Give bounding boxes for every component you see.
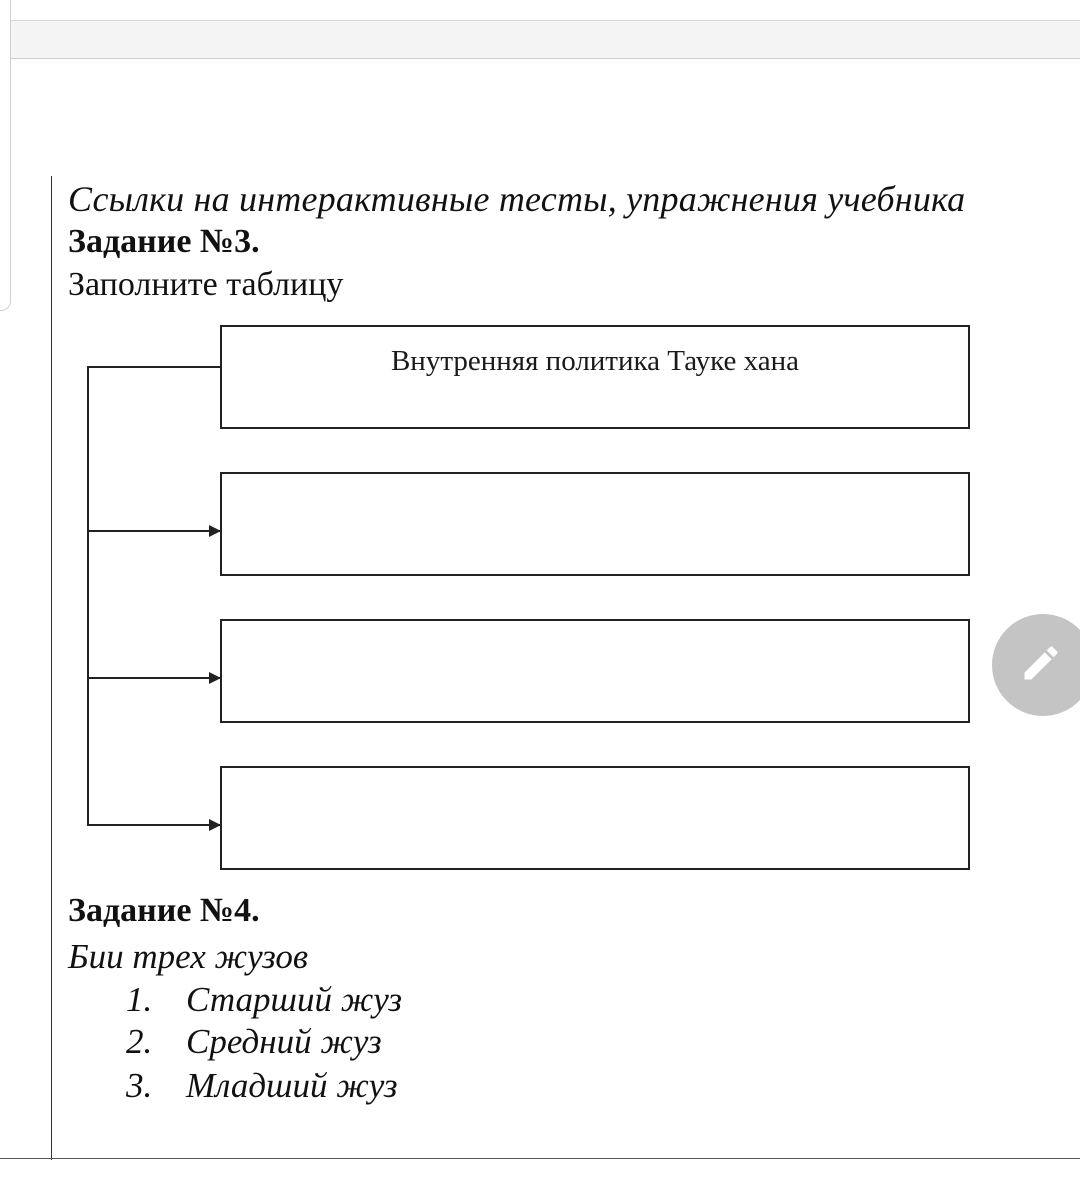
top-toolbar bbox=[0, 0, 1080, 58]
task4-subtitle: Бии трех жузов bbox=[68, 937, 309, 976]
diagram-spine-line bbox=[87, 366, 89, 826]
task3-instruction: Заполните таблицу bbox=[68, 266, 344, 303]
diagram-empty-box bbox=[220, 766, 970, 870]
list-item bbox=[126, 1066, 398, 1106]
list-item bbox=[126, 1022, 382, 1062]
diagram-header-label: Внутренняя политика Тауке хана bbox=[390, 345, 800, 377]
page-bottom-rule bbox=[0, 1158, 1080, 1159]
diagram-empty-box bbox=[220, 472, 970, 576]
list-item-label: Младший жуз bbox=[186, 1066, 398, 1105]
task4-title: Задание №4. bbox=[68, 892, 260, 929]
list-item-number: 3. bbox=[126, 1066, 153, 1105]
list-item-number: 2. bbox=[126, 1022, 153, 1061]
side-panel-edge bbox=[0, 0, 11, 311]
list-item-label: Старший жуз bbox=[186, 980, 402, 1019]
page-left-rule bbox=[51, 176, 52, 1160]
diagram-empty-box bbox=[220, 619, 970, 723]
list-item-number: 1. bbox=[126, 980, 153, 1019]
edit-button[interactable] bbox=[992, 614, 1080, 716]
list-item-label: Средний жуз bbox=[186, 1022, 382, 1061]
task3-title: Задание №3. bbox=[68, 223, 260, 260]
diagram-arrow bbox=[87, 530, 220, 532]
diagram-header-box bbox=[220, 325, 970, 429]
pencil-icon bbox=[1019, 641, 1063, 685]
diagram-arrow bbox=[87, 824, 220, 826]
list-item bbox=[126, 980, 402, 1020]
diagram-header-connector bbox=[87, 366, 220, 368]
diagram-arrow bbox=[87, 677, 220, 679]
toolbar-strip bbox=[10, 20, 1080, 59]
policy-diagram bbox=[60, 320, 980, 880]
links-heading: Ссылки на интерактивные тесты, упражнения учебника bbox=[68, 179, 966, 219]
